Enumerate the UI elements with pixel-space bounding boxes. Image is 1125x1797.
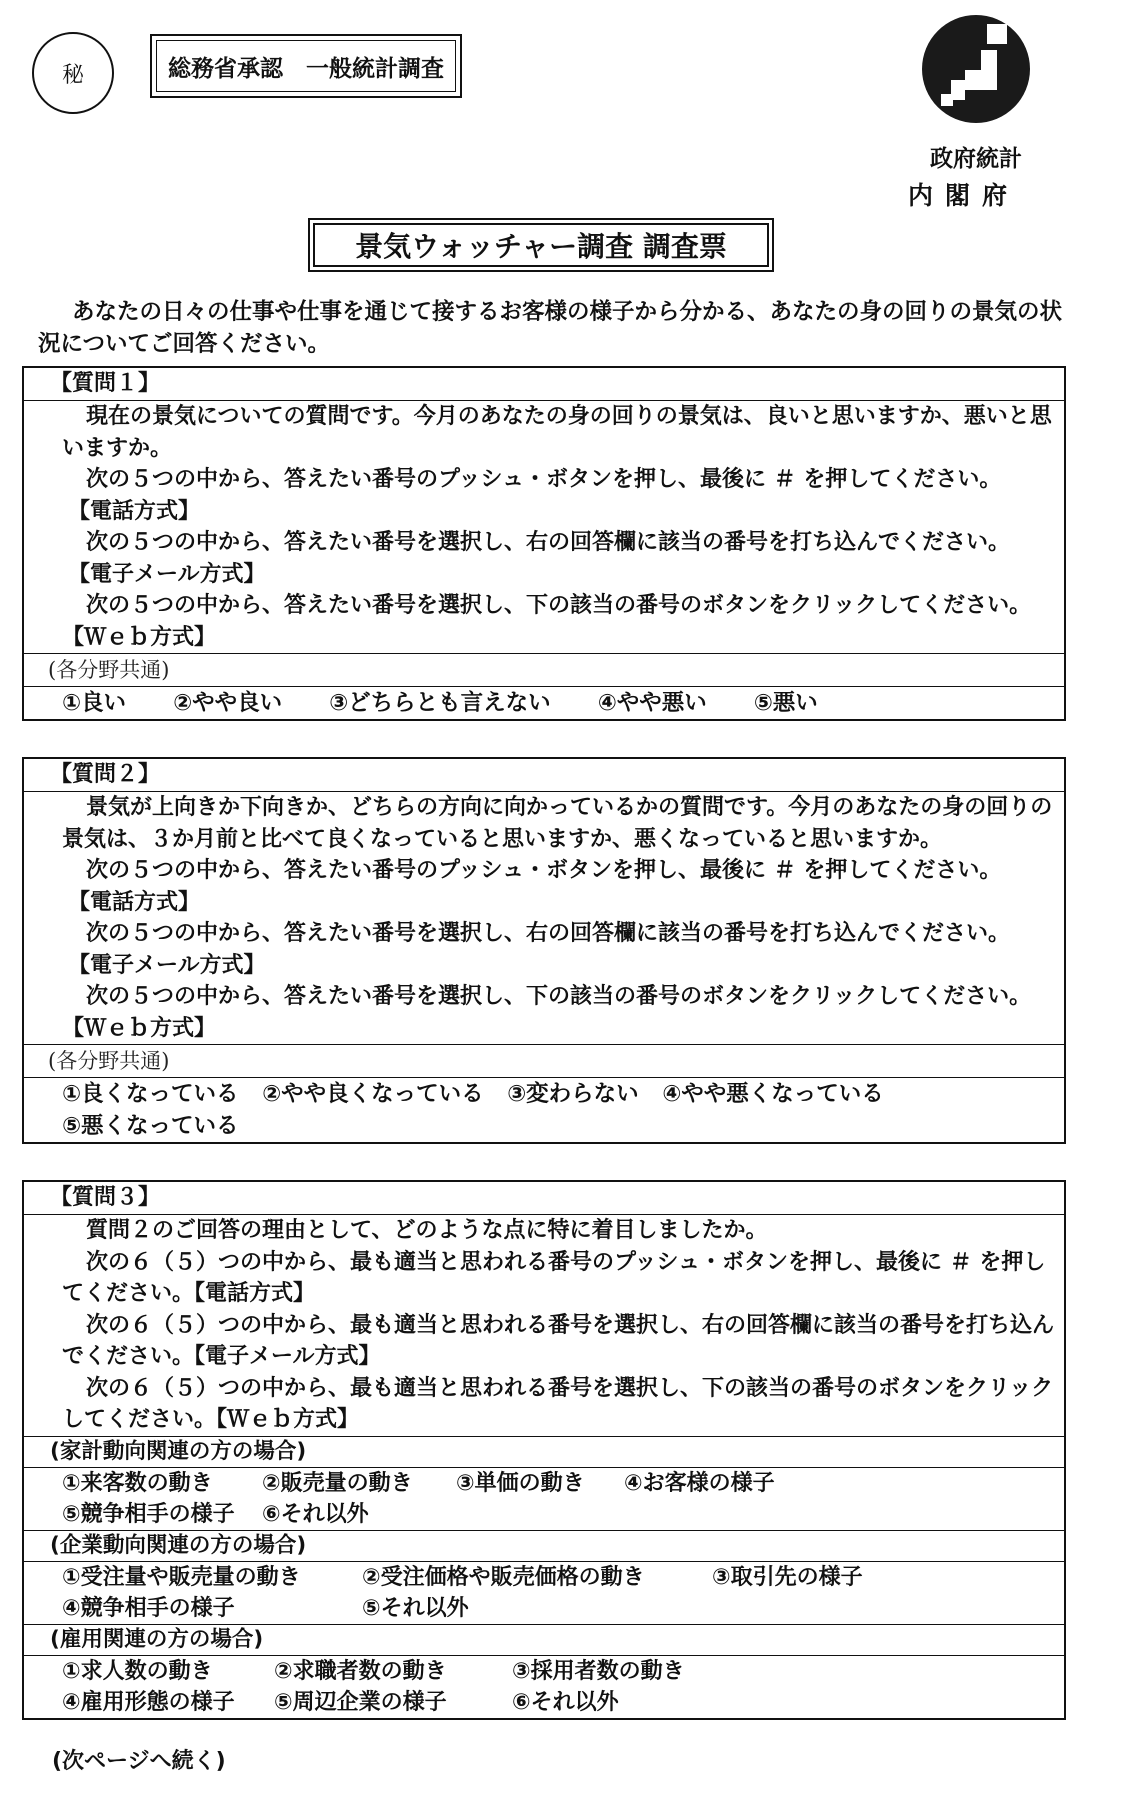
- option: ④やや悪くなっている: [662, 1081, 884, 1107]
- confidential-stamp: 秘: [32, 32, 114, 114]
- agency-name: 内閣府: [908, 181, 1020, 210]
- question-1-heading: 【質問１】: [24, 368, 1064, 401]
- question-2-scope: (各分野共通): [24, 1045, 1064, 1078]
- option: ④雇用形態の様子: [62, 1689, 235, 1715]
- option: ③どちらとも言えない: [329, 690, 551, 716]
- option: ⑤それ以外: [362, 1595, 469, 1621]
- question-3-box: [22, 1180, 1066, 1720]
- option: ⑤悪い: [753, 690, 818, 716]
- statistics-logo-icon: [921, 14, 1031, 124]
- question-1-options: [24, 687, 1064, 719]
- option: ①良い: [62, 690, 127, 716]
- intro-text: あなたの日々の仕事や仕事を通じて接するお客様の様子から分かる、あなたの身の回りの景気の状況についてご回答ください。: [38, 299, 1063, 357]
- option: ⑥それ以外: [512, 1689, 619, 1715]
- option: ①良くなっている: [62, 1081, 239, 1107]
- option: ④やや悪い: [597, 690, 707, 716]
- option: ①求人数の動き: [62, 1658, 213, 1684]
- option: ②やや良い: [173, 690, 283, 716]
- employment-options: [24, 1656, 1064, 1718]
- option: ⑥それ以外: [262, 1501, 369, 1527]
- continued-note: (次ページへ続く): [52, 1749, 226, 1774]
- option: ③採用者数の動き: [512, 1658, 685, 1684]
- option: ②求職者数の動き: [274, 1658, 447, 1684]
- employment-heading: (雇用関連の方の場合): [24, 1625, 1064, 1656]
- option: ②受注価格や販売価格の動き: [362, 1564, 645, 1590]
- option: ③単価の動き: [456, 1470, 585, 1496]
- approval-text: 総務省承認 一般統計調査: [156, 40, 456, 92]
- household-options: [24, 1468, 1064, 1531]
- option: ④お客様の様子: [624, 1470, 775, 1496]
- option: ⑤周辺企業の様子: [274, 1689, 447, 1715]
- question-2-options: [24, 1078, 1064, 1142]
- approval-label: [150, 34, 462, 98]
- document-title: 景気ウォッチャー調査 調査票: [313, 223, 769, 267]
- question-1-scope: (各分野共通): [24, 654, 1064, 687]
- option: ②販売量の動き: [262, 1470, 413, 1496]
- household-heading: (家計動向関連の方の場合): [24, 1437, 1064, 1468]
- question-1-box: [22, 366, 1066, 721]
- corporate-heading: (企業動向関連の方の場合): [24, 1531, 1064, 1562]
- question-2-box: [22, 757, 1066, 1144]
- option: ①来客数の動き: [62, 1470, 213, 1496]
- option: ③変わらない: [507, 1081, 639, 1107]
- logo-caption: 政府統計: [930, 146, 1022, 172]
- question-3-heading: 【質問３】: [24, 1182, 1064, 1215]
- government-statistics-logo: [916, 14, 1036, 173]
- question-3-body: 質問２のご回答の理由として、どのような点に特に着目しましたか。 次の６（５）つの中から、最も適当と思われる番号のプッシュ・ボタンを押し、最後に ＃ を押してください。【電話方式】 次の６（５）つの中から、最も適当と思われる番号を選択し、右の回答欄に該当の番号を打ち込んでください。【電子メール方式】 次の６（５）つの中から、最も適当と思われる番号を選択し、下の該当の番号のボタンをクリックしてください。【Ｗｅｂ方式】: [24, 1215, 1064, 1437]
- option: ②やや良くなっている: [262, 1081, 484, 1107]
- option: ⑤競争相手の様子: [62, 1501, 235, 1527]
- document-title-box: [308, 218, 774, 272]
- option: ④競争相手の様子: [62, 1595, 235, 1621]
- option: ③取引先の様子: [712, 1564, 863, 1590]
- corporate-options: [24, 1562, 1064, 1625]
- question-2-heading: 【質問２】: [24, 759, 1064, 792]
- question-2-body: 景気が上向きか下向きか、どちらの方向に向かっているかの質問です。今月のあなたの身の回りの景気は、３か月前と比べて良くなっていると思いますか、悪くなっていると思いますか。 次の５つの中から、答えたい番号のプッシュ・ボタンを押し、最後に ＃ を押してください。 【電話方式】 次の５つの中から、答えたい番号を選択し、右の回答欄に該当の番号を打ち込んでください。 【電子メール方式】 次の５つの中から、答えたい番号を選択し、下の該当の番号のボタンをクリックしてください。【Ｗｅｂ方式】: [24, 792, 1064, 1045]
- question-1-body: 現在の景気についての質問です。今月のあなたの身の回りの景気は、良いと思いますか、悪いと思いますか。 次の５つの中から、答えたい番号のプッシュ・ボタンを押し、最後に ＃ を押してください。 【電話方式】 次の５つの中から、答えたい番号を選択し、右の回答欄に該当の番号を打ち込んでください。 【電子メール方式】 次の５つの中から、答えたい番号を選択し、下の該当の番号のボタンをクリックしてください。【Ｗｅｂ方式】: [24, 401, 1064, 654]
- option: ①受注量や販売量の動き: [62, 1564, 301, 1590]
- option: ⑤悪くなっている: [62, 1113, 239, 1139]
